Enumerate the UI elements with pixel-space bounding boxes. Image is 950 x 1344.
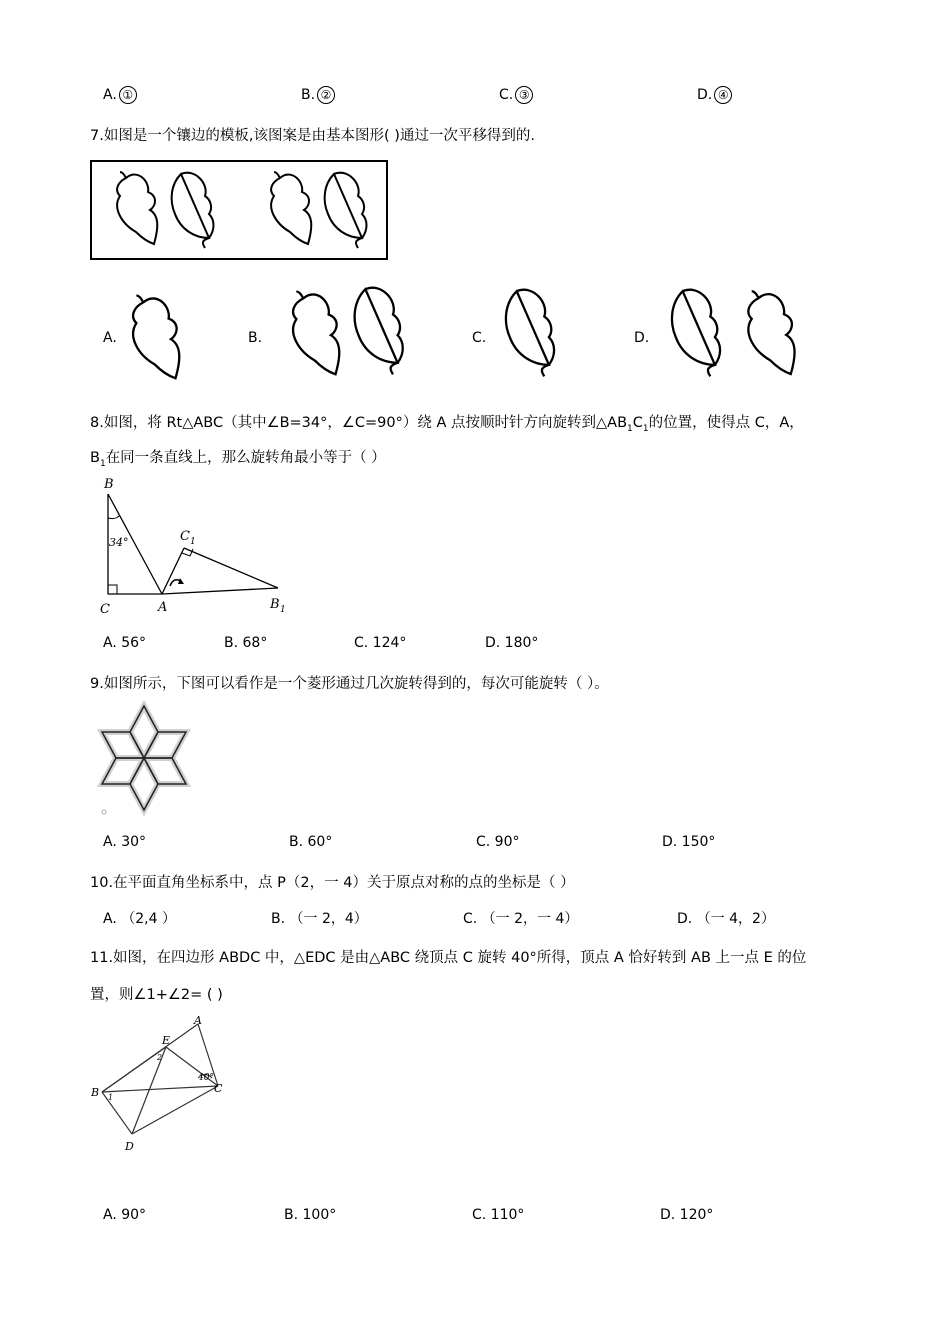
q11-question-line2: 置，则∠1+∠2= ( ) [90, 987, 223, 1003]
q10-option-d: D. （一 4，2） [677, 911, 775, 927]
q6-option-a-label: A. [103, 87, 117, 103]
q11-question-line1: 11.如图，在四边形 ABDC 中，△EDC 是由△ABC 绕顶点 C 旋转 40°所得，顶点 A 恰好转到 AB 上一点 E 的位 [90, 950, 807, 966]
q9-rhombus-star-figure [94, 700, 194, 818]
q7-option-c-figure [496, 282, 566, 382]
q9-question: 9.如图所示，下图可以看作是一个菱形通过几次旋转得到的，每次可能旋转（ ）。 [90, 676, 609, 692]
q8-option-c: C. 124° [354, 635, 407, 651]
q8-option-b: B. 68° [224, 635, 268, 651]
q11-label-a: A [194, 1014, 202, 1027]
q9-option-a: A. 30° [103, 834, 147, 850]
q8-label-c1: C [180, 529, 190, 544]
q11-option-b: B. 100° [284, 1207, 337, 1223]
q8-sub2: 1 [642, 423, 649, 434]
q6-option-b-value: ② [317, 86, 335, 104]
q8-sub1: 1 [627, 423, 633, 434]
q6-option-b [301, 86, 335, 104]
q6-option-a [103, 86, 137, 104]
q10-option-b: B. （一 2，4） [271, 911, 368, 927]
q8-text-c: 的位置，使得点 C，A， [648, 415, 804, 431]
q9-option-d: D. 150° [662, 834, 716, 850]
q6-option-c-value: ③ [515, 86, 533, 104]
q11-label-c: C [214, 1082, 223, 1095]
leaf-3 [271, 172, 311, 244]
q7-option-a-figure [118, 284, 188, 380]
q6-option-c [499, 86, 533, 104]
q6-option-d-value: ④ [714, 86, 732, 104]
q8-label-b1-sub: 1 [280, 605, 286, 615]
q9-option-b: B. 60° [289, 834, 333, 850]
q8-sub3: 1 [99, 458, 106, 469]
q7-border-template-figure [90, 160, 390, 262]
q11-label-2: 2 [157, 1053, 163, 1062]
q11-label-d: D [125, 1140, 134, 1153]
q8-label-b: B [104, 477, 114, 492]
q8-triangle-figure [92, 474, 302, 620]
q11-label-b: B [91, 1086, 100, 1099]
q11-option-c: C. 110° [472, 1207, 525, 1223]
q10-question: 10.在平面直角坐标系中，点 P（2，一 4）关于原点对称的点的坐标是（ ） [90, 875, 575, 891]
q11-option-d: D. 120° [660, 1207, 714, 1223]
q6-option-b-label: B. [301, 87, 316, 103]
q11-quadrilateral-figure [90, 1014, 240, 1156]
q8-label-c: C [100, 602, 110, 617]
q8-label-angle: 34° [109, 536, 129, 549]
q7-option-d-figure [662, 282, 812, 386]
q6-option-c-label: C. [499, 87, 514, 103]
q8-text-d: B [90, 450, 100, 466]
q8-label-b1: B [270, 597, 280, 612]
q8-label-c1-sub: 1 [190, 537, 196, 547]
q10-option-c: C. （一 2，一 4） [463, 911, 579, 927]
q7-option-b-figure [278, 280, 424, 384]
q11-option-a: A. 90° [103, 1207, 147, 1223]
q8-option-a: A. 56° [103, 635, 147, 651]
q11-label-e: E [162, 1034, 171, 1047]
q8-label-a: A [158, 600, 168, 615]
q8-text-e: 在同一条直线上，那么旋转角最小等于（ ） [105, 450, 386, 466]
q11-label-angle: 40° [198, 1073, 214, 1083]
q9-option-c: C. 90° [476, 834, 520, 850]
q8-question-line1 [90, 411, 804, 434]
q11-label-1: 1 [108, 1093, 114, 1102]
q7-option-d: D. [634, 330, 650, 346]
leaf-1 [117, 172, 157, 244]
q8-text-a: 8.如图，将 Rt△ABC（其中∠B=34°，∠C=90°）绕 A 点按顺时针方向旋转到△AB [90, 415, 628, 431]
q6-option-a-value: ① [119, 86, 137, 104]
q7-option-a: A. [103, 330, 117, 346]
q6-option-d-label: D. [697, 87, 713, 103]
q7-question: 7.如图是一个镶边的模板,该图案是由基本图形( )通过一次平移得到的. [90, 128, 535, 144]
q7-option-b: B. [248, 330, 263, 346]
leaf-4 [325, 173, 367, 248]
q8-option-d: D. 180° [485, 635, 539, 651]
q8-text-b: C [632, 415, 643, 431]
q10-option-a: A. （2,4 ） [103, 911, 176, 927]
q8-question-line2 [90, 446, 386, 469]
leaf-2 [172, 173, 214, 248]
q7-option-c: C. [472, 330, 487, 346]
q6-option-d [697, 86, 732, 104]
